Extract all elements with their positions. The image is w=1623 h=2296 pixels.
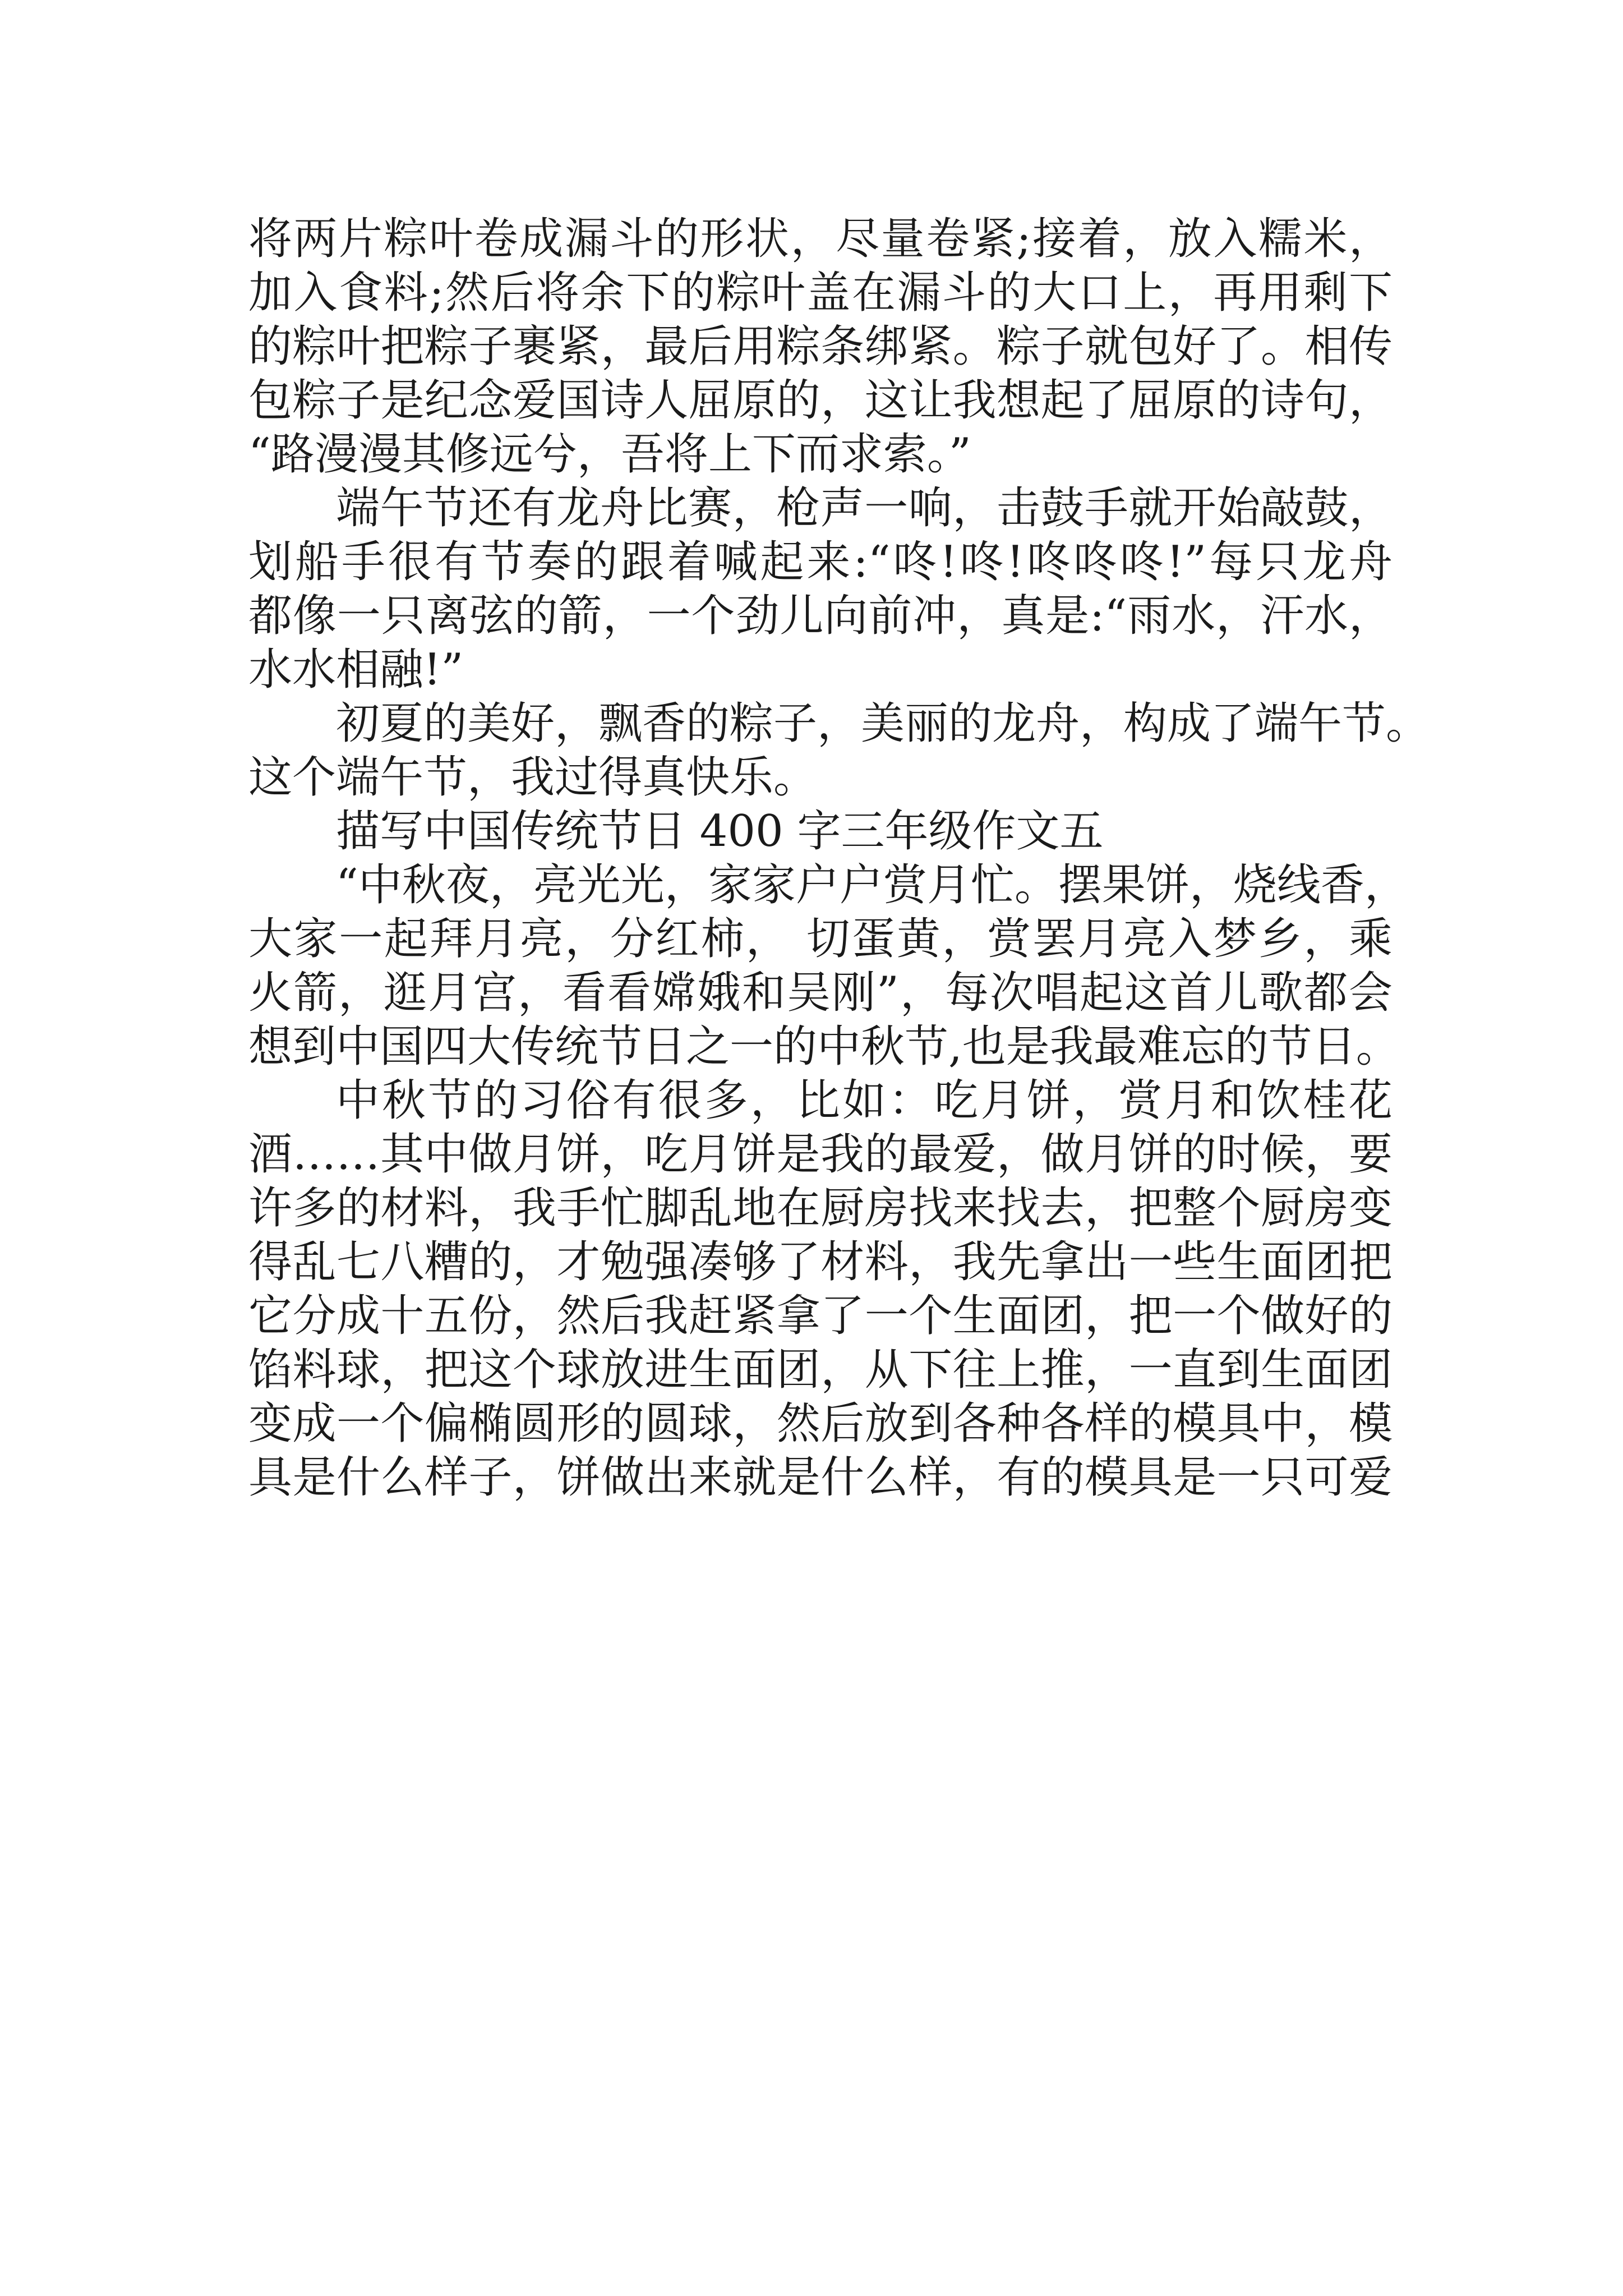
paragraph-start: 初夏的美好，飘香的粽子，美丽的龙舟，构成了端午节。	[336, 698, 1430, 749]
text-line: 它分成十五份，然后我赶紧拿了一个生面团，把一个做好的	[248, 1291, 1393, 1341]
text-line: 的粽叶把粽子裹紧，最后用粽条绑紧。粽子就包好了。相传	[248, 321, 1393, 372]
text-line: 将两片粽叶卷成漏斗的形状，尽量卷紧;接着，放入糯米，	[248, 214, 1393, 264]
text-line: 这个端午节，我过得真快乐。	[248, 752, 818, 803]
paragraph-start: 端午节还有龙舟比赛，枪声一响，击鼓手就开始敲鼓，	[336, 483, 1393, 533]
text-line: 都像一只离弦的箭，一个劲儿向前冲，真是:“雨水，汗水，	[248, 591, 1393, 641]
text-line: 划船手很有节奏的跟着喊起来:“咚!咚!咚咚咚!”每只龙舟	[248, 537, 1393, 587]
text-line: 水水相融!”	[248, 645, 464, 695]
text-line: 加入食料;然后将余下的粽叶盖在漏斗的大口上，再用剩下	[248, 268, 1393, 318]
text-line: 火箭，逛月宫，看看嫦娥和吴刚”，每次唱起这首儿歌都会	[248, 968, 1393, 1018]
text-line: 变成一个偏椭圆形的圆球，然后放到各种各样的模具中，模	[248, 1398, 1393, 1449]
text-line: 得乱七八糟的，才勉强凑够了材料，我先拿出一些生面团把	[248, 1237, 1393, 1287]
text-line: 具是什么样子，饼做出来就是什么样，有的模具是一只可爱	[248, 1452, 1393, 1503]
paragraph-start: “中秋夜，亮光光，家家户户赏月忙。摆果饼，烧线香，	[336, 860, 1408, 910]
essay-text	[248, 212, 1430, 1504]
text-line: “路漫漫其修远兮，吾将上下而求索。”	[248, 429, 971, 480]
paragraph-start: 中秋节的习俗有很多，比如：吃月饼，赏月和饮桂花	[336, 1075, 1393, 1126]
text-line: 许多的材料，我手忙脚乱地在厨房找来找去，把整个厨房变	[248, 1183, 1393, 1234]
text-line: 大家一起拜月亮，分红柿， 切蛋黄，赏罢月亮入梦乡，乘	[248, 914, 1393, 964]
text-line: 包粽子是纪念爱国诗人屈原的，这让我想起了屈原的诗句，	[248, 375, 1393, 426]
text-line: 馅料球，把这个球放进生面团，从下往上推，一直到生面团	[248, 1345, 1393, 1395]
section-heading: 描写中国传统节日 400 字三年级作文五	[336, 806, 1104, 857]
text-line: 酒……其中做月饼，吃月饼是我的最爱，做月饼的时候，要	[248, 1129, 1393, 1180]
text-line: 想到中国四大传统节日之一的中秋节,也是我最难忘的节日。	[248, 1022, 1400, 1072]
